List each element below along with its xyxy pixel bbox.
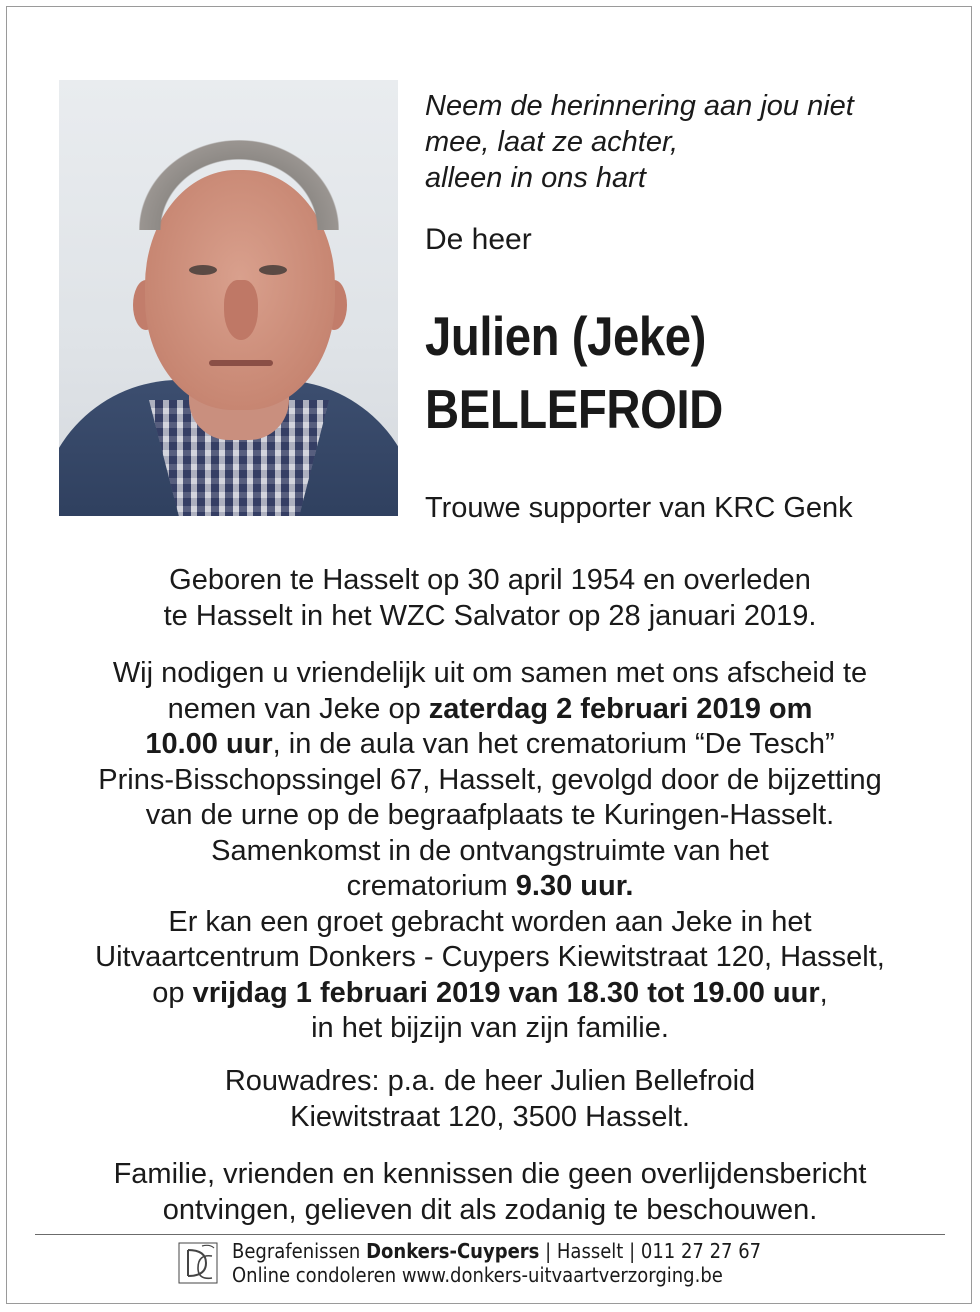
funeral-home-name: Donkers-Cuypers: [366, 1239, 540, 1263]
footer-divider: [35, 1234, 945, 1235]
poem-line: mee, laat ze achter,: [425, 126, 679, 158]
poem-line: alleen in ons hart: [425, 162, 646, 194]
memorial-poem: [425, 88, 945, 196]
dc-monogram-icon: [178, 1242, 218, 1284]
visitation-datetime: vrijdag 1 februari 2019 van 18.30 tot 19.00 uur: [192, 976, 820, 1009]
mourning-address: Rouwadres: p.a. de heer Julien Bellefroid Kiewitstraat 120, 3500 Hasselt.: [224, 1065, 756, 1133]
honorific: De heer: [425, 223, 532, 256]
deceased-first-name: Julien (Jeke): [425, 305, 706, 367]
deceased-subtitle: Trouwe supporter van KRC Genk: [425, 492, 853, 524]
ceremony-invitation: Wij nodigen u vriendelijk uit om samen met ons afscheid te nemen van Jeke op zaterdag 2 februari 2019 om 10.00 uur, in de aula van het crematorium “De Tesch” Prins-Bisschopssingel 67, Hasselt, gevolgd door de bijzetting van de urne op de begraafplaats te Kuringen-Hasselt. Samenkomst in de ontvangstruimte van het crematorium 9.30 uur. Er kan een groet gebracht worden aan Jeke in het Uitvaartcentrum Donkers - Cuypers Kiewitstraat 120, Hasselt, op vrijdag 1 februari 2019 van 18.30 tot 19.00 uur, in het bijzijn van zijn familie.: [95, 657, 885, 1044]
poem-line: Neem de herinnering aan jou niet: [425, 90, 854, 122]
birth-death-info: Geboren te Hasselt op 30 april 1954 en overleden te Hasselt in het WZC Salvator op 28 januari 2019.: [163, 564, 817, 632]
portrait-photo: [59, 80, 398, 516]
online-condolences-link[interactable]: Online condoleren www.donkers-uitvaartverzorging.be: [232, 1263, 723, 1287]
ceremony-time: 10.00 uur: [145, 728, 273, 760]
deceased-surname: BELLEFROID: [425, 378, 723, 440]
ceremony-date: zaterdag 2 februari 2019 om: [428, 692, 813, 725]
family-note: Familie, vrienden en kennissen die geen overlijdensbericht ontvingen, gelieven dit als zodanig te beschouwen.: [113, 1158, 867, 1226]
deceased-name: [425, 300, 723, 446]
funeral-home-footer: Begrafenissen Donkers-Cuypers | Hasselt | 011 27 27 67 Online condoleren www.donkers-uitvaartverzorging.be: [232, 1239, 762, 1287]
gathering-time: 9.30 uur.: [515, 870, 634, 902]
